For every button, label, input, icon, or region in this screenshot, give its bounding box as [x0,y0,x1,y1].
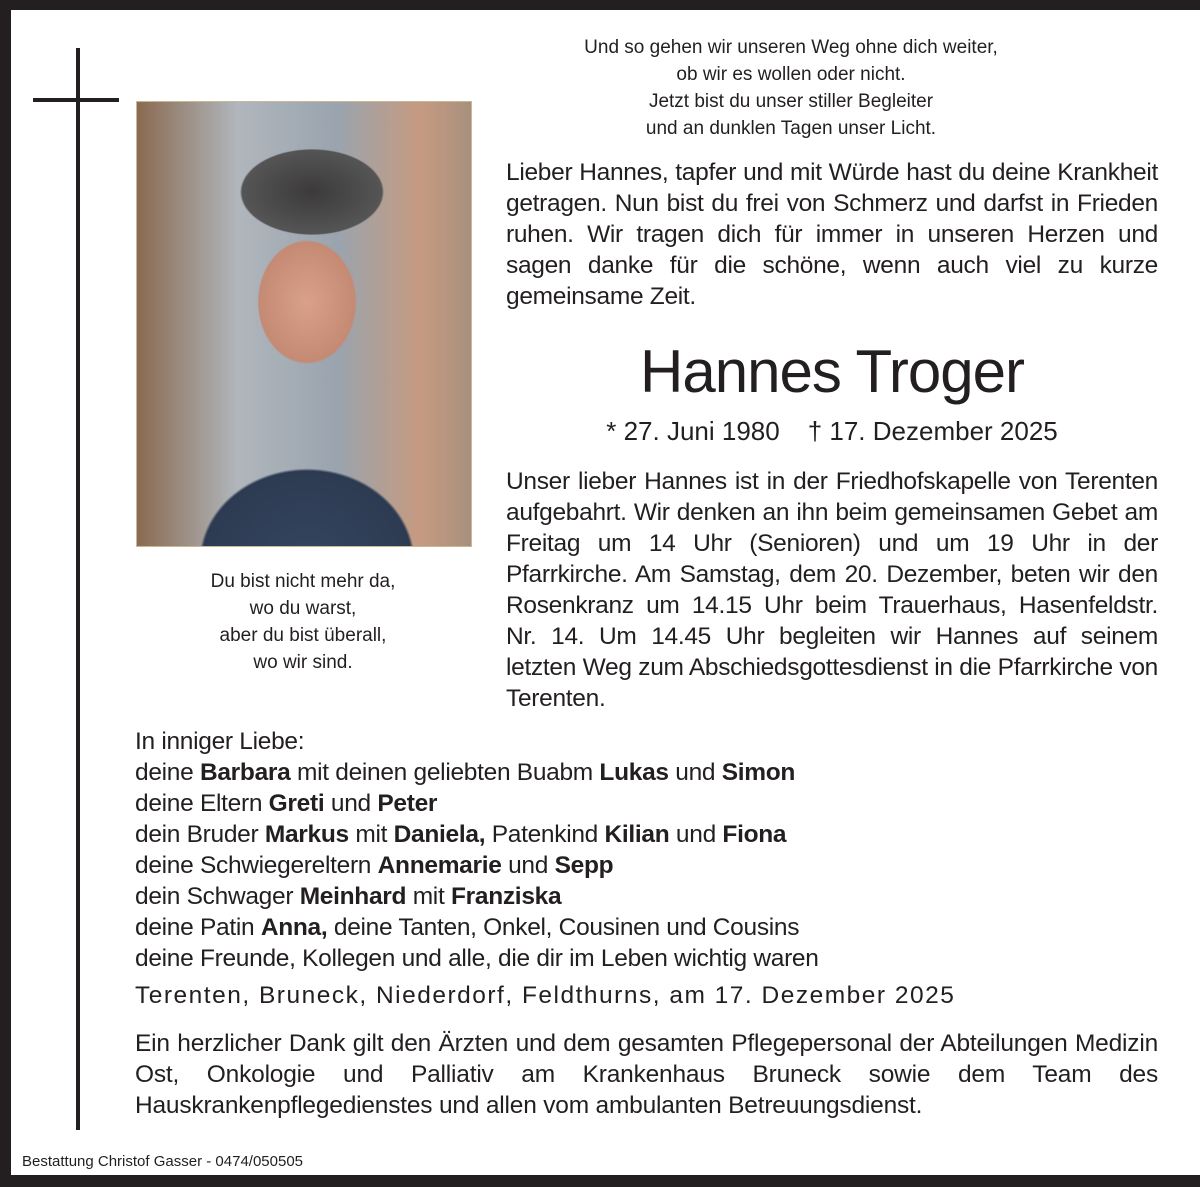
quote-line: wo du warst, [249,598,357,619]
family-list [135,726,1165,974]
family-text: und [324,790,378,817]
family-text: mit [406,883,451,910]
family-line [135,881,1165,912]
family-text: und [669,821,723,848]
family-intro: In inniger Liebe: [135,728,305,755]
quote-line: ob wir es wollen oder nicht. [676,64,906,85]
family-member-name: Meinhard [299,883,407,910]
family-member-name: Simon [721,759,796,786]
quote-line: Du bist nicht mehr da, [210,571,396,592]
place-date: Terenten, Bruneck, Niederdorf, Feldthurns, am 17. Dezember 2025 [135,982,956,1009]
family-member-name: Sepp [554,852,614,879]
funeral-details: Unser lieber Hannes ist in der Friedhofskapelle von Terenten aufgebahrt. Wir denken an ihn beim gemeinsamen Gebet am Freitag um 14 Uhr (Senioren) und um 19 Uhr in der Pfarrkirche. Am Samstag, dem 20. Dezember, beten wir den Rosenkranz um 14.15 Uhr beim Trauerhaus, Hasenfeldstr. Nr. 14. Um 14.45 Uhr begleiten wir Hannes auf seinem letzten Weg zum Abschiedsgottesdienst in die Pfarrkirche von Terenten. [506,468,1158,712]
family-text: und [501,852,555,879]
family-member-name: Fiona [722,821,787,848]
family-text: Patenkind [485,821,605,848]
funeral-home-footer: Bestattung Christof Gasser - 0474/050505 [22,1153,304,1170]
dates [506,416,1158,447]
family-member-name: Barbara [199,759,291,786]
family-text: deine Eltern [135,790,269,817]
obituary-page [11,10,1200,1175]
family-line [135,788,1165,819]
family-member-name: Anna, [260,914,328,941]
death-date: † 17. Dezember 2025 [807,416,1058,446]
birth-date: * 27. Juni 1980 [606,416,780,446]
family-text: deine Freunde, Kollegen und alle, die dir im Leben wichtig waren [135,945,819,972]
family-member-name: Markus [264,821,349,848]
family-line [135,943,1165,974]
quote-line: Und so gehen wir unseren Weg ohne dich weiter, [584,37,998,58]
portrait-photo [136,101,472,547]
intro-text: Lieber Hannes, tapfer und mit Würde hast du deine Krankheit getragen. Nun bist du frei von Schmerz und darfst in Frieden ruhen. Wir tragen dich für immer in unseren Herzen und sagen danke für die schöne, wenn auch viel zu kurze gemeinsame Zeit. [506,159,1158,310]
family-text: und [668,759,722,786]
family-text: deine [135,759,200,786]
family-line [135,850,1165,881]
quote-top [511,34,1071,142]
quote-line: und an dunklen Tagen unser Licht. [645,118,937,139]
family-text: dein Schwager [135,883,300,910]
family-text: mit [348,821,394,848]
family-text: dein Bruder [135,821,265,848]
family-line [135,912,1165,943]
quote-line: wo wir sind. [253,652,353,673]
family-text: mit deinen geliebten Buabm [290,759,600,786]
deceased-name: Hannes Troger [640,338,1024,405]
quote-left [136,568,470,676]
family-member-name: Greti [268,790,325,817]
family-member-name: Lukas [599,759,669,786]
family-text: deine Tanten, Onkel, Cousinen und Cousins [327,914,800,941]
family-text: deine Patin [135,914,261,941]
family-line [135,819,1165,850]
family-member-name: Daniela, [393,821,486,848]
cross-icon-bar [33,98,119,102]
family-member-name: Franziska [450,883,562,910]
family-text: deine Schwiegereltern [135,852,378,879]
thanks-text: Ein herzlicher Dank gilt den Ärzten und dem gesamten Pflegepersonal der Abteilungen Medizin Ost, Onkologie und Palliativ am Krankenhaus Bruneck sowie dem Team des Hauskrankenpflegedienstes und allen vom ambulanten Betreuungsdienst. [135,1030,1158,1119]
family-member-name: Annemarie [377,852,502,879]
family-line [135,757,1165,788]
family-member-name: Peter [377,790,438,817]
quote-line: Jetzt bist du unser stiller Begleiter [648,91,934,112]
cross-icon [76,48,80,1130]
family-member-name: Kilian [604,821,670,848]
quote-line: aber du bist überall, [219,625,387,646]
